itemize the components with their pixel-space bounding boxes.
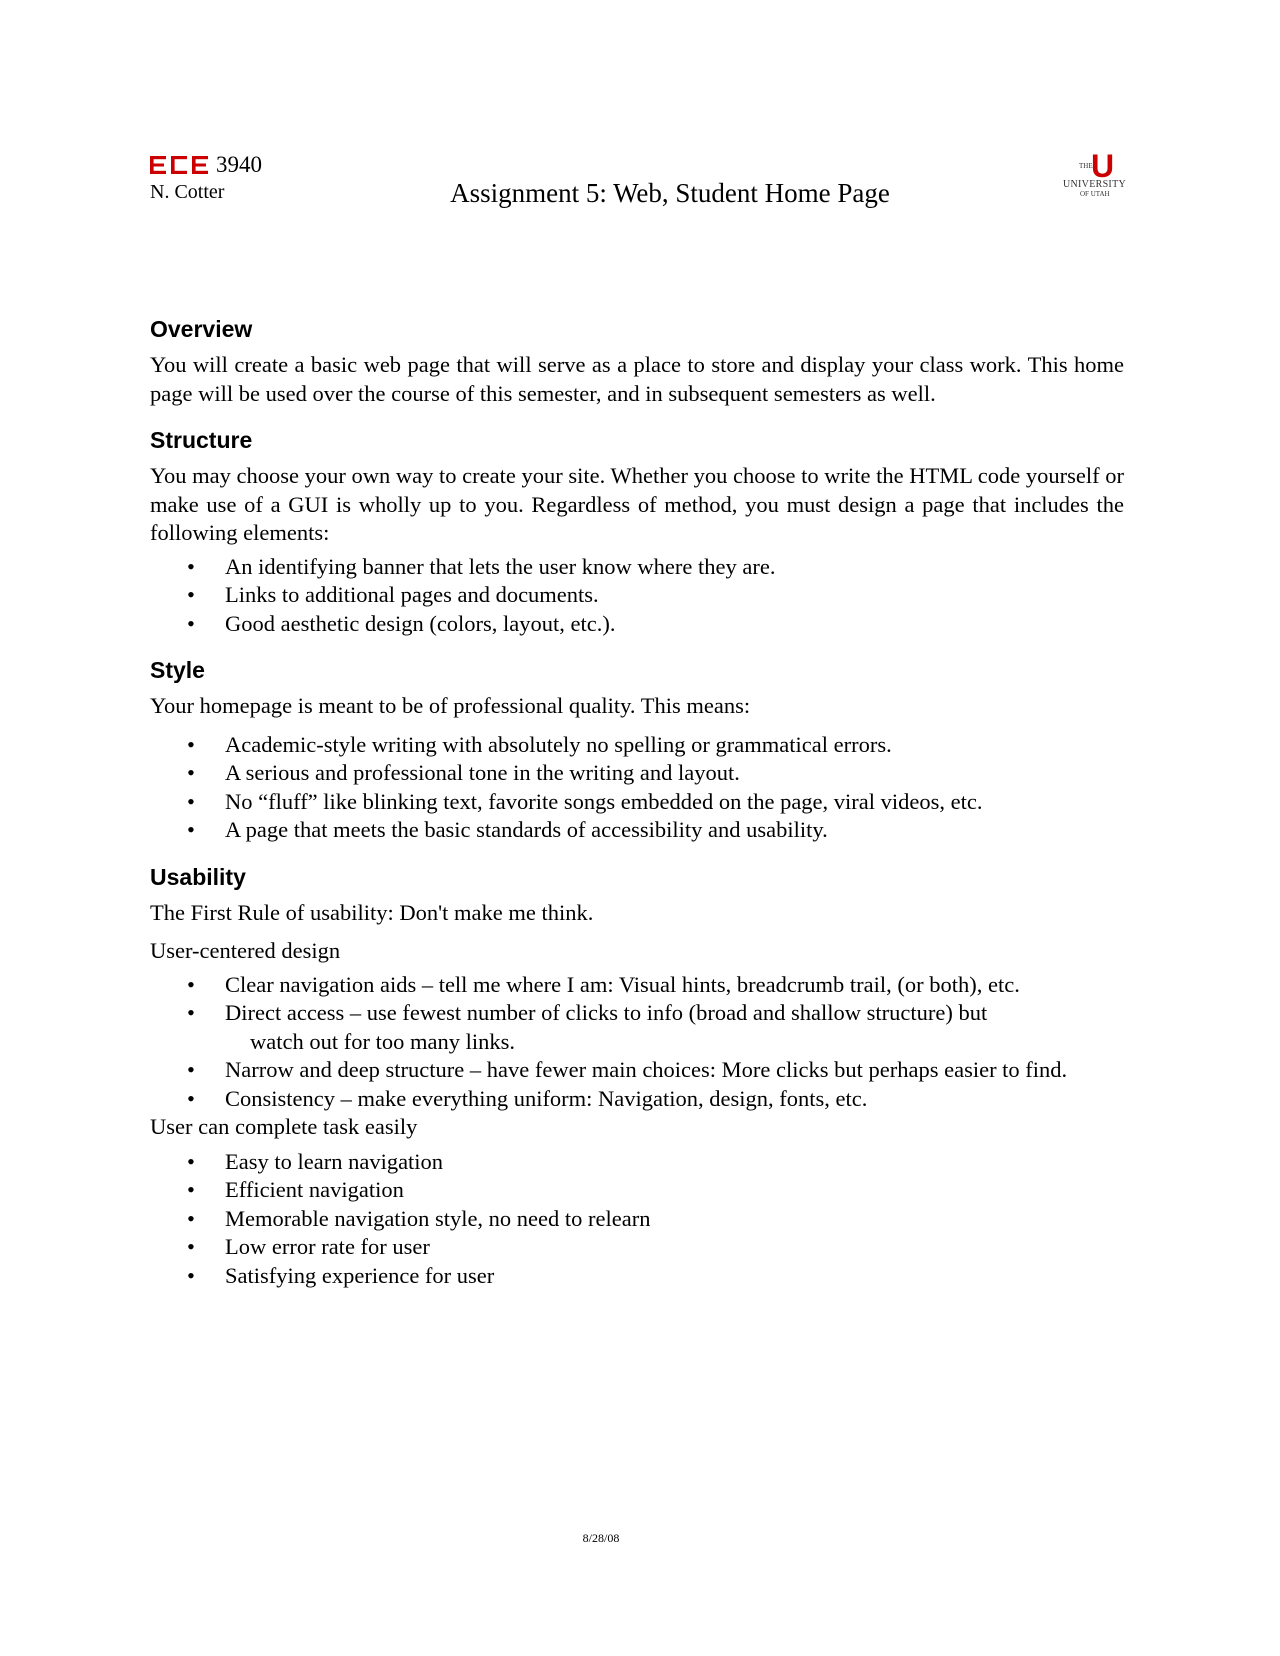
uu-logo-the: THE <box>1079 162 1093 170</box>
structure-heading: Structure <box>150 427 253 453</box>
list-item <box>150 971 1124 1000</box>
bullet: • <box>187 1148 195 1174</box>
list-item-text: No “fluff” like blinking text, favorite songs embedded on the page, viral videos, etc. <box>225 788 983 814</box>
document-body <box>150 315 1124 1308</box>
bullet: • <box>187 731 195 757</box>
bullet: • <box>187 1262 195 1288</box>
overview-text: You will create a basic web page that will serve as a place to store and display your class work. This home page will be used over the course of this semester, and in subsequent semesters as well. <box>150 352 1124 406</box>
first-rule-text: The First Rule of usability: Don't make me think. <box>150 899 594 925</box>
bullet: • <box>187 1000 195 1025</box>
list-item-text: A serious and professional tone in the writing and layout. <box>225 760 740 785</box>
bullet: • <box>187 553 195 579</box>
user-centered-list <box>150 971 1124 1114</box>
structure-text: You may choose your own way to create your site. Whether you choose to write the HTML code yourself or make use of a GUI is wholly up to you. Regardless of method, you must design a page that includes the following elements: <box>150 463 1124 545</box>
list-item-text: Consistency – make everything uniform: Navigation, design, fonts, etc. <box>225 1085 868 1111</box>
list-item-text: Efficient navigation <box>225 1177 404 1202</box>
task-heading: User can complete task easily <box>150 1114 418 1139</box>
list-item <box>150 1262 1124 1291</box>
list-item <box>150 553 1124 582</box>
list-item <box>150 1085 1124 1114</box>
uu-logo-u: U <box>1091 150 1115 184</box>
list-item <box>150 1233 1124 1262</box>
list-item-text: Direct access – use fewest number of clicks to info (broad and shallow structure) but <box>225 1000 988 1025</box>
list-item <box>150 581 1124 610</box>
overview-heading: Overview <box>150 316 253 342</box>
list-item-text: Good aesthetic design (colors, layout, etc.). <box>225 610 616 636</box>
bullet: • <box>187 582 195 607</box>
style-text: Your homepage is meant to be of professional quality. This means: <box>150 693 751 718</box>
bullet: • <box>187 971 195 997</box>
list-item <box>150 759 1124 788</box>
bullet: • <box>187 817 195 842</box>
uu-logo-university: UNIVERSITY <box>1063 179 1126 190</box>
bullet: • <box>187 1177 195 1202</box>
list-item-text: Satisfying experience for user <box>225 1262 495 1288</box>
list-item-text: Memorable navigation style, no need to relearn <box>225 1205 651 1231</box>
university-of-utah-logo <box>1062 150 1134 206</box>
list-item-text: Academic-style writing with absolutely no spelling or grammatical errors. <box>225 731 892 757</box>
structure-section <box>150 426 1124 638</box>
bullet: • <box>187 1205 195 1231</box>
usability-section <box>150 863 1124 1291</box>
list-item-text: Clear navigation aids – tell me where I am: Visual hints, breadcrumb trail, (or both), etc. <box>225 971 1020 997</box>
author-name: N. Cotter <box>150 181 225 203</box>
list-item-text: Easy to learn navigation <box>225 1148 444 1174</box>
list-item <box>150 816 1124 845</box>
list-item-text: Links to additional pages and documents. <box>225 582 599 607</box>
overview-section <box>150 315 1124 408</box>
user-centered-heading: User-centered design <box>150 938 341 963</box>
bullet: • <box>187 1057 195 1082</box>
bullet: • <box>187 1234 195 1259</box>
list-item <box>150 788 1124 817</box>
list-item-text: Low error rate for user <box>225 1234 430 1259</box>
list-item-text: A page that meets the basic standards of accessibility and usability. <box>225 817 828 842</box>
bullet: • <box>187 610 195 636</box>
list-item <box>150 1205 1124 1234</box>
list-item-text: An identifying banner that lets the user know where they are. <box>225 553 776 579</box>
usability-heading: Usability <box>150 863 246 890</box>
bullet: • <box>187 1085 195 1111</box>
list-item-text: Narrow and deep structure – have fewer main choices: More clicks but perhaps easier to find. <box>225 1057 1068 1082</box>
document-title: Assignment 5: Web, Student Home Page <box>450 178 890 208</box>
list-item <box>150 610 1124 639</box>
task-list <box>150 1148 1124 1291</box>
footer-date: 8/28/08 <box>582 1531 620 1545</box>
style-list <box>150 731 1124 845</box>
structure-list <box>150 553 1124 639</box>
bullet: • <box>187 760 195 785</box>
list-item <box>150 1176 1124 1205</box>
ece-logo <box>150 156 210 174</box>
course-number: 3940 <box>216 152 262 177</box>
course-line <box>150 150 262 180</box>
list-item <box>150 1056 1124 1085</box>
list-item <box>150 1148 1124 1177</box>
list-item <box>150 731 1124 760</box>
style-heading: Style <box>150 657 205 683</box>
uu-logo-of-utah: OF UTAH <box>1080 190 1110 198</box>
style-section <box>150 656 1124 845</box>
list-item <box>150 999 1124 1056</box>
bullet: • <box>187 788 195 814</box>
list-item-continuation: watch out for too many links. <box>250 1028 515 1054</box>
